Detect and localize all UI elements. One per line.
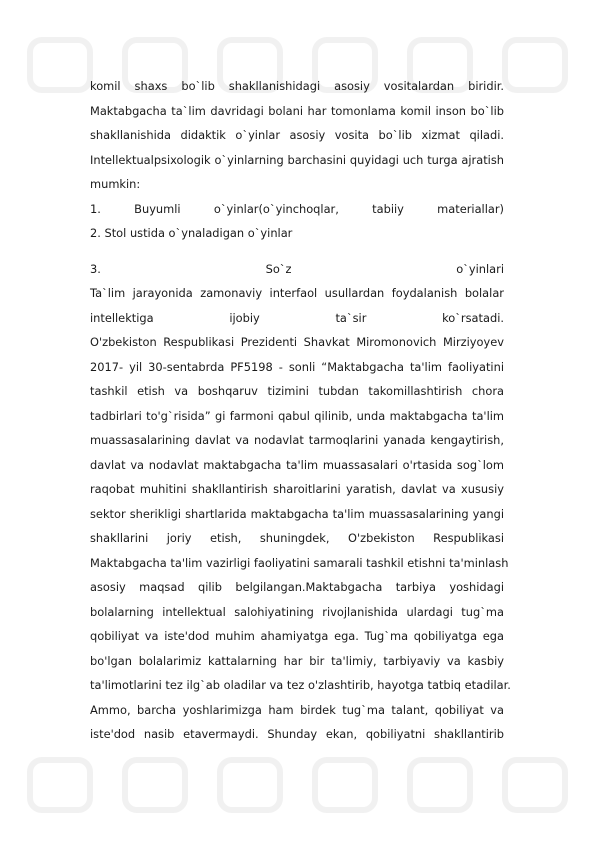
text-line: shakllarini joriy etish, shuningdek, O'zbekiston Respublikasi <box>90 531 504 545</box>
text-line: intellektiga ijobiy ta`sir ko`rsatadi. <box>90 310 504 325</box>
text-line: davlat va nodavlat maktabgacha ta'lim muassasalari o'rtasida sog`lom <box>90 457 504 472</box>
text-line: Ammo, barcha yoshlarimizga ham birdek tug`ma talant, qobiliyat va <box>90 702 504 717</box>
text-line: komil shaxs bo`lib shakllanishidagi asosiy vositalardan biridir. <box>90 79 504 93</box>
text-line: sektor sherikligi shartlarida maktabgacha ta'lim muassasalarining yangi <box>90 506 504 521</box>
text-line: tadbirlari to'g`risida” gi farmoni qabul qilinib, unda maktabgacha ta'lim <box>90 408 504 423</box>
paragraph-gap <box>90 246 504 257</box>
text-line: qobiliyat va iste'dod muhim ahamiyatga ega. Tug`ma qobiliyatga ega <box>90 629 504 643</box>
text-line: Maktabgacha ta`lim davridagi bolani har tomonlama komil inson bo`lib <box>90 103 504 118</box>
text-line: shakllanishida didaktik o`yinlar asosiy vosita bo`lib xizmat qiladi. <box>90 128 504 142</box>
text-line: raqobat muhitini shakllantirish sharoitlarini yaratish, davlat va xususiy <box>90 482 504 496</box>
text-line: bo'lgan bolalarimiz kattalarning har bir ta'limiy, tarbiyaviy va kasbiy <box>90 653 504 668</box>
text-line: ta'limotlarini tez ilg`ab oladilar va tez o'zlashtirib, hayotga tatbiq etadilar. <box>90 678 511 692</box>
text-line: asosiy maqsad qilib belgilangan.Maktabgacha tarbiya yoshidagi <box>90 580 504 594</box>
text-line: mumkin: <box>90 177 141 191</box>
text-line: 1. Buyumli o`yinlar(o`yinchoqlar, tabiiy materiallar) <box>90 201 504 216</box>
text-line: Intellektualpsixologik o`yinlarning barchasini quyidagi uch turga ajratish <box>90 152 504 167</box>
text-line: tashkil etish va boshqaruv tizimini tubdan takomillashtirish chora <box>90 384 504 398</box>
text-line: muassasalarining davlat va nodavlat tarmoqlarini yanada kengaytirish, <box>90 433 504 447</box>
text-line: Ta`lim jarayonida zamonaviy interfaol usullardan foydalanish bolalar <box>90 286 504 300</box>
text-line: 3. So`z o`yinlari <box>90 261 504 276</box>
text-line: Maktabgacha ta'lim vazirligi faoliyatini samarali tashkil etishni ta'minlash <box>90 555 509 570</box>
text-line: 2017- yil 30-sentabrda PF5198 - sonli “Maktabgacha ta'lim faoliyatini <box>90 359 504 374</box>
text-line: O'zbekiston Respublikasi Prezidenti Shavkat Miromonovich Mirziyoyev <box>90 335 504 349</box>
text-line: 2. Stol ustida o`ynaladigan o`yinlar <box>90 226 293 240</box>
document-body <box>90 74 511 747</box>
text-line: bolalarning intellektual salohiyatining rivojlanishida ulardagi tug`ma <box>90 604 504 619</box>
text-line: iste'dod nasib etavermaydi. Shunday ekan, qobiliyatni shakllantirib <box>90 727 504 741</box>
